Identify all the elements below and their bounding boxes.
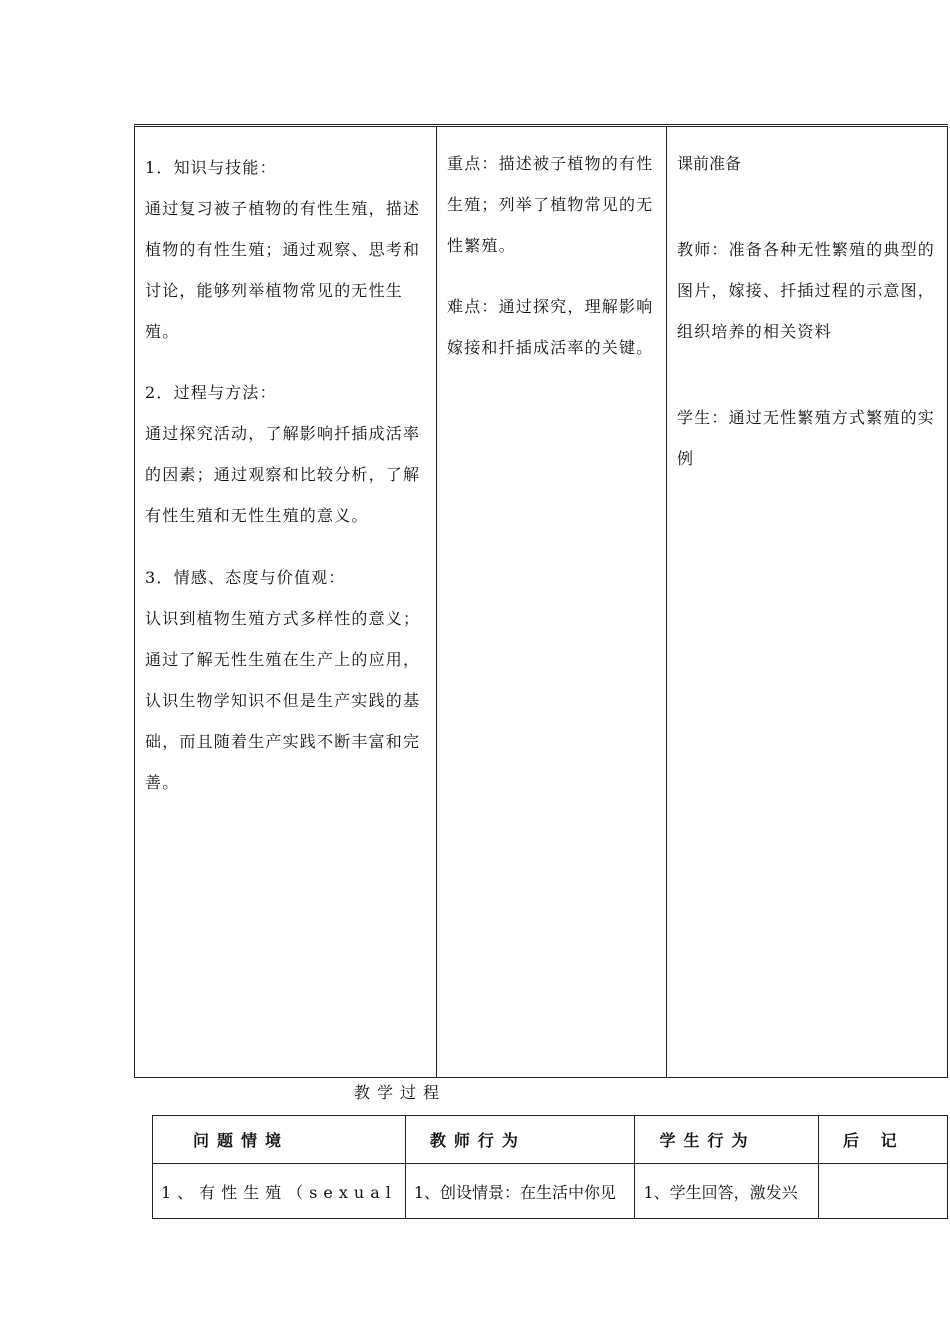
process-method-heading: 2．过程与方法： [145, 383, 277, 402]
process-method-text: 通过探究活动，了解影响扦插成活率的因素；通过观察和比较分析，了解有性生殖和无性生殖的意义。 [145, 424, 421, 525]
attitude-heading: 3．情感、态度与价值观： [145, 568, 346, 587]
knowledge-text: 通过复习被子植物的有性生殖，描述植物的有性生殖；通过观察、思考和讨论，能够列举植物常见的无性生殖。 [145, 199, 421, 341]
header-notes: 后 记 [819, 1116, 948, 1164]
objectives-column [135, 127, 437, 1077]
cell-student-behavior: 1、学生回答，激发兴 [635, 1164, 819, 1219]
header-student-behavior: 学生行为 [635, 1116, 819, 1164]
header-problem-situation: 问题情境 [153, 1116, 406, 1164]
attitude-text: 认识到植物生殖方式多样性的意义；通过了解无性生殖在生产上的应用，认识生物学知识不但是生产实践的基础，而且随着生产实践不断丰富和完善。 [145, 609, 421, 792]
key-points-column [437, 127, 667, 1077]
student-prep-text: 学生：通过无性繁殖方式繁殖的实例 [677, 408, 936, 468]
table-row [153, 1164, 948, 1219]
focus-text: 重点：描述被子植物的有性生殖；列举了植物常见的无性繁殖。 [447, 154, 654, 255]
header-teacher-behavior: 教师行为 [405, 1116, 635, 1164]
cell-problem-situation: 1、有性生殖（sexual [153, 1164, 406, 1219]
preparation-title: 课前准备 [677, 154, 742, 173]
knowledge-heading: 1．知识与技能： [145, 158, 277, 177]
table-header-row [153, 1116, 948, 1164]
objectives-table [134, 124, 948, 1078]
teaching-process-title: 教学过程 [354, 1083, 447, 1102]
teacher-prep-text: 教师：准备各种无性繁殖的典型的图片，嫁接、扦插过程的示意图，组织培养的相关资料 [677, 240, 936, 341]
cell-teacher-behavior: 1、创设情景：在生活中你见 [405, 1164, 635, 1219]
cell-notes [819, 1164, 948, 1219]
preparation-column [667, 127, 948, 1077]
difficulty-text: 难点：通过探究，理解影响嫁接和扦插成活率的关键。 [447, 297, 654, 357]
teaching-process-table [152, 1115, 948, 1219]
